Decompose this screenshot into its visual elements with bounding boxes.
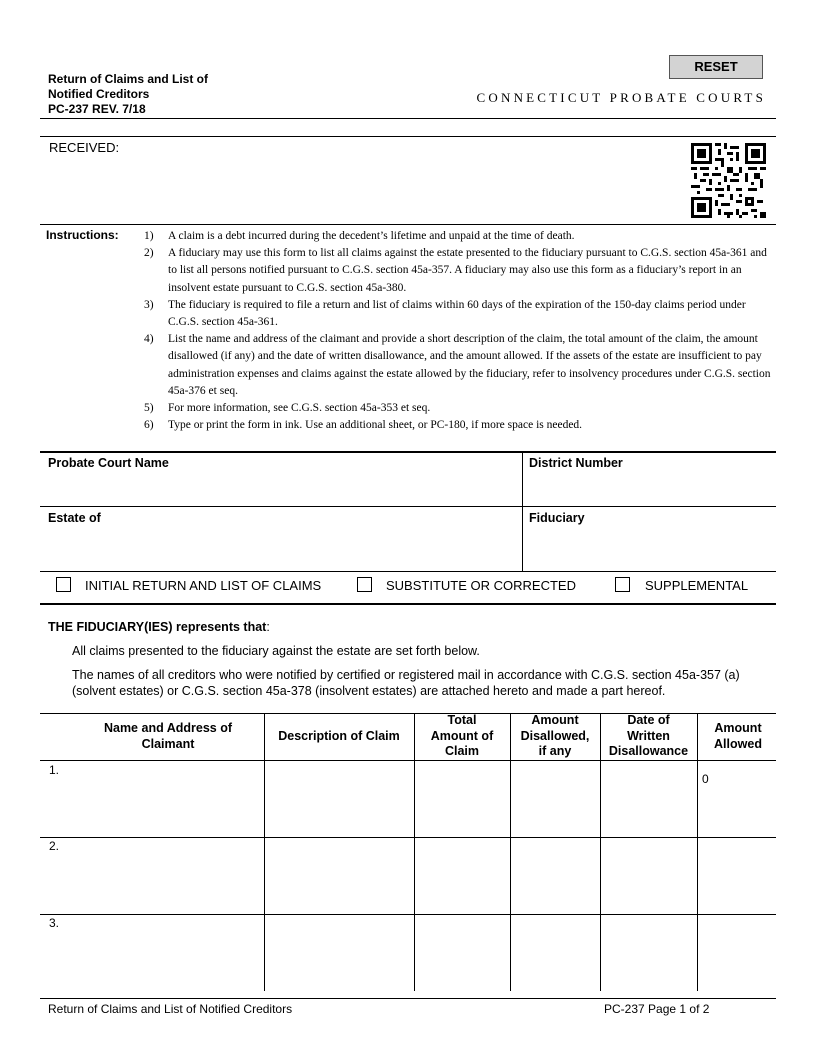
instructions-top-divider (40, 224, 776, 225)
supplemental-label: SUPPLEMENTAL (645, 578, 749, 593)
amount-allowed-value: 0 (702, 772, 709, 786)
fields-middle-divider (40, 506, 776, 507)
row-number: 1. (49, 763, 60, 777)
fields-vertical-divider (522, 453, 523, 572)
reset-button[interactable]: RESET (669, 55, 763, 79)
column-header-total-amount: Total Amount of Claim (430, 713, 494, 758)
instructions-list (140, 228, 772, 434)
received-label: RECEIVED: (49, 140, 120, 155)
court-name: CONNECTICUT PROBATE COURTS (476, 90, 766, 105)
district-number-label: District Number (529, 456, 623, 470)
row-number: 3. (49, 916, 60, 930)
form-number: PC-237 REV. 7/18 (48, 102, 146, 116)
instruction-item: 3) The fiduciary is required to file a return and list of claims within 60 days of the expiration of the 150-day claims period under C.G.S. section 45a-361. (144, 298, 746, 329)
header-divider (40, 118, 776, 119)
fiduciary-statement-heading: THE FIDUCIARY(IES) represents that: (48, 620, 270, 634)
instruction-item: 4) List the name and address of the claimant and provide a short description of the claim, the total amount of the claim, the amount disallowed (if any) and the date of written disallowance, and the amount allowed. If the assets of the estate are insufficient to pay administration expenses and claims against the estate allowed by the fiduciary, refer to insolvency procedures under C.G.S. section 45a-376 et seq. (144, 333, 771, 397)
creditors-statement: The names of all creditors who were notified by certified or registered mail in accordance with C.G.S. section 45a-357 (a) (solvent estates) or C.G.S. section 45a-378 (insolvent estates) are attached hereto and made a part hereof. (72, 668, 740, 698)
options-bottom-divider (40, 603, 776, 605)
estate-of-label: Estate of (48, 511, 101, 525)
instruction-item: 6) Type or print the form in ink. Use an additional sheet, or PC-180, if more space is needed. (144, 419, 583, 432)
instruction-item: 1) A claim is a debt incurred during the decedent’s lifetime and unpaid at the time of death. (144, 230, 575, 242)
footer-divider (40, 998, 776, 999)
column-header-claimant: Name and Address of Claimant (103, 721, 233, 751)
column-header-amount-allowed: Amount Allowed (714, 721, 762, 751)
qr-code-icon (690, 143, 767, 218)
form-title-line1: Return of Claims and List of (48, 72, 209, 86)
probate-court-name-input[interactable] (40, 472, 520, 504)
table-row[interactable] (40, 915, 776, 991)
initial-return-checkbox[interactable] (56, 577, 71, 592)
table-row[interactable] (40, 838, 776, 914)
form-title (48, 72, 208, 117)
substitute-checkbox[interactable] (357, 577, 372, 592)
instructions-label: Instructions: (46, 228, 119, 242)
footer-page-number: PC-237 Page 1 of 2 (604, 1002, 710, 1016)
column-header-amount-disallowed: Amount Disallowed, if any (520, 713, 590, 758)
estate-of-input[interactable] (40, 528, 520, 568)
fields-top-divider (40, 451, 776, 453)
fiduciary-label: Fiduciary (529, 511, 585, 525)
table-row[interactable] (40, 761, 776, 837)
initial-return-label: INITIAL RETURN AND LIST OF CLAIMS (85, 578, 322, 593)
column-header-description: Description of Claim (278, 729, 400, 743)
substitute-label: SUBSTITUTE OR CORRECTED (386, 578, 576, 593)
instruction-item: 5) For more information, see C.G.S. section 45a-353 et seq. (144, 402, 431, 415)
probate-court-name-label: Probate Court Name (48, 456, 169, 470)
supplemental-checkbox[interactable] (615, 577, 630, 592)
form-title-line2: Notified Creditors (48, 87, 150, 101)
instruction-item: 2) A fiduciary may use this form to list all claims against the estate presented to the fiduciary pursuant to C.G.S. section 45a-361 and to list all persons notified pursuant to C.G.S. section 45a-357. A fiduciary may also use this form as a fiduciary’s report in an insolvent estate pursuant to C.G.S. section 45a-380. (144, 247, 767, 294)
claims-statement: All claims presented to the fiduciary against the estate are set forth below. (72, 644, 480, 658)
fiduciary-input[interactable] (524, 528, 774, 568)
return-type-options (40, 572, 776, 603)
column-header-date-disallowance: Date of Written Disallowance (608, 713, 689, 758)
row-number: 2. (49, 839, 60, 853)
footer-form-name: Return of Claims and List of Notified Creditors (48, 1002, 293, 1016)
received-top-divider (40, 136, 776, 137)
district-number-input[interactable] (524, 472, 774, 504)
